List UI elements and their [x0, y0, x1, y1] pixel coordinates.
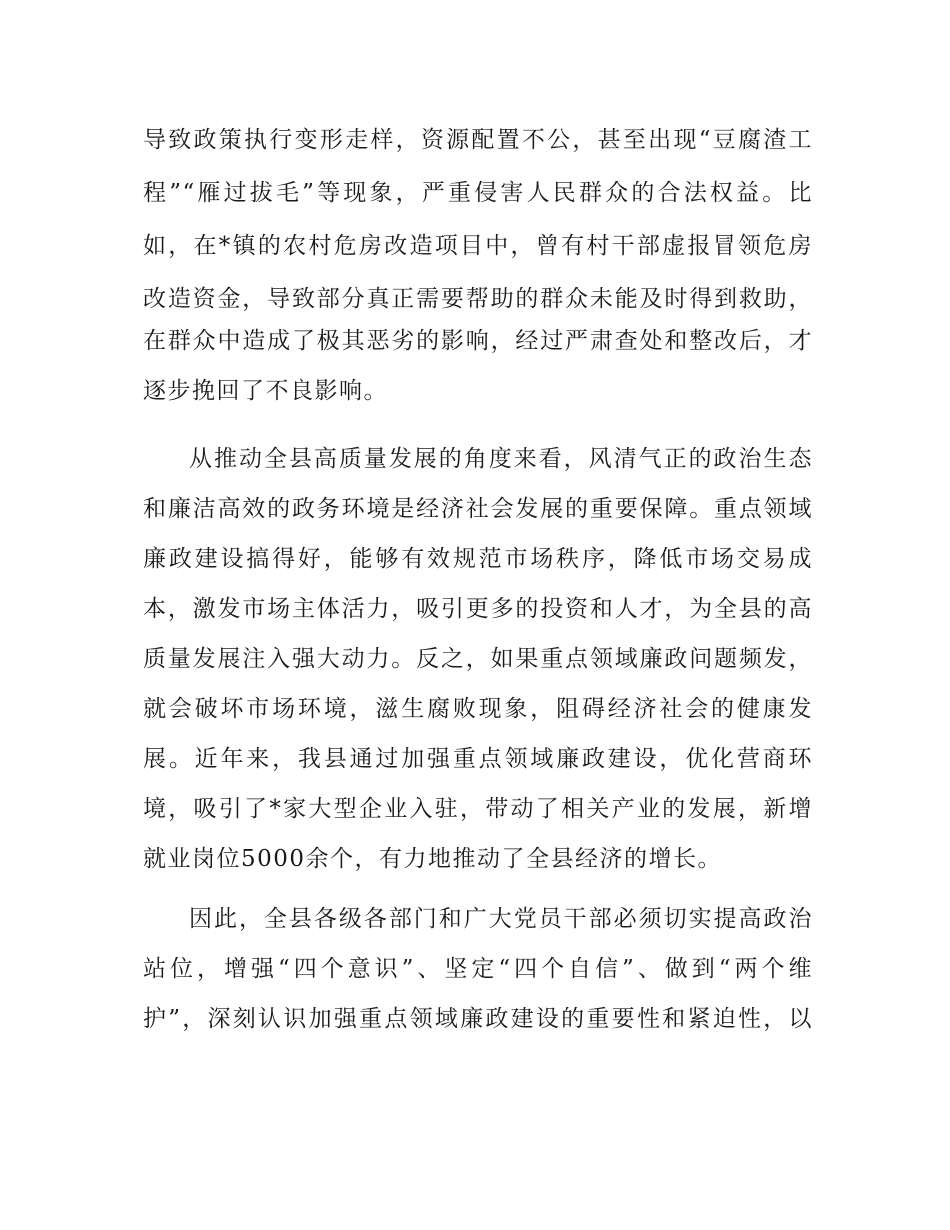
paragraph-1-line-1: 导致政策执行变形走样，资源配置不公，甚至出现“豆腐渣工	[143, 127, 813, 153]
paragraph-2-line-5: 质量发展注入强大动力。反之，如果重点领域廉政问题频发，	[143, 646, 813, 672]
paragraph-1-line-6: 逐步挽回了不良影响。	[143, 378, 388, 404]
paragraph-1-line-4: 改造资金，导致部分真正需要帮助的群众未能及时得到救助，	[143, 286, 813, 312]
paragraph-3-line-2: 站位，增强“四个意识”、坚定“四个自信”、做到“两个维	[143, 956, 813, 982]
paragraph-2-line-8: 境，吸引了*家大型企业入驻，带动了相关产业的发展，新增	[143, 796, 813, 822]
paragraph-2-line-4: 本，激发市场主体活力，吸引更多的投资和人才，为全县的高	[143, 596, 813, 622]
paragraph-2-line-1: 从推动全县高质量发展的角度来看，风清气正的政治生态	[189, 446, 813, 472]
paragraph-1-line-5: 在群众中造成了极其恶劣的影响，经过严肃查处和整改后，才	[143, 328, 813, 354]
paragraph-1-line-3: 如，在*镇的农村危房改造项目中，曾有村干部虚报冒领危房	[143, 233, 813, 259]
paragraph-3-line-1: 因此，全县各级各部门和广大党员干部必须切实提高政治	[189, 906, 813, 932]
paragraph-2-line-3: 廉政建设搞得好，能够有效规范市场秩序，降低市场交易成	[143, 546, 813, 572]
paragraph-2-line-6: 就会破坏市场环境，滋生腐败现象，阻碍经济社会的健康发	[143, 696, 813, 722]
paragraph-2-line-9: 就业岗位5000余个，有力地推动了全县经济的增长。	[143, 846, 723, 872]
paragraph-2-line-7: 展。近年来，我县通过加强重点领域廉政建设，优化营商环	[143, 746, 813, 772]
paragraph-1-line-2: 程”“雁过拔毛”等现象，严重侵害人民群众的合法权益。比	[143, 180, 813, 206]
paragraph-2-line-2: 和廉洁高效的政务环境是经济社会发展的重要保障。重点领域	[143, 496, 813, 522]
paragraph-3-line-3: 护”，深刻认识加强重点领域廉政建设的重要性和紧迫性，以	[143, 1006, 813, 1032]
